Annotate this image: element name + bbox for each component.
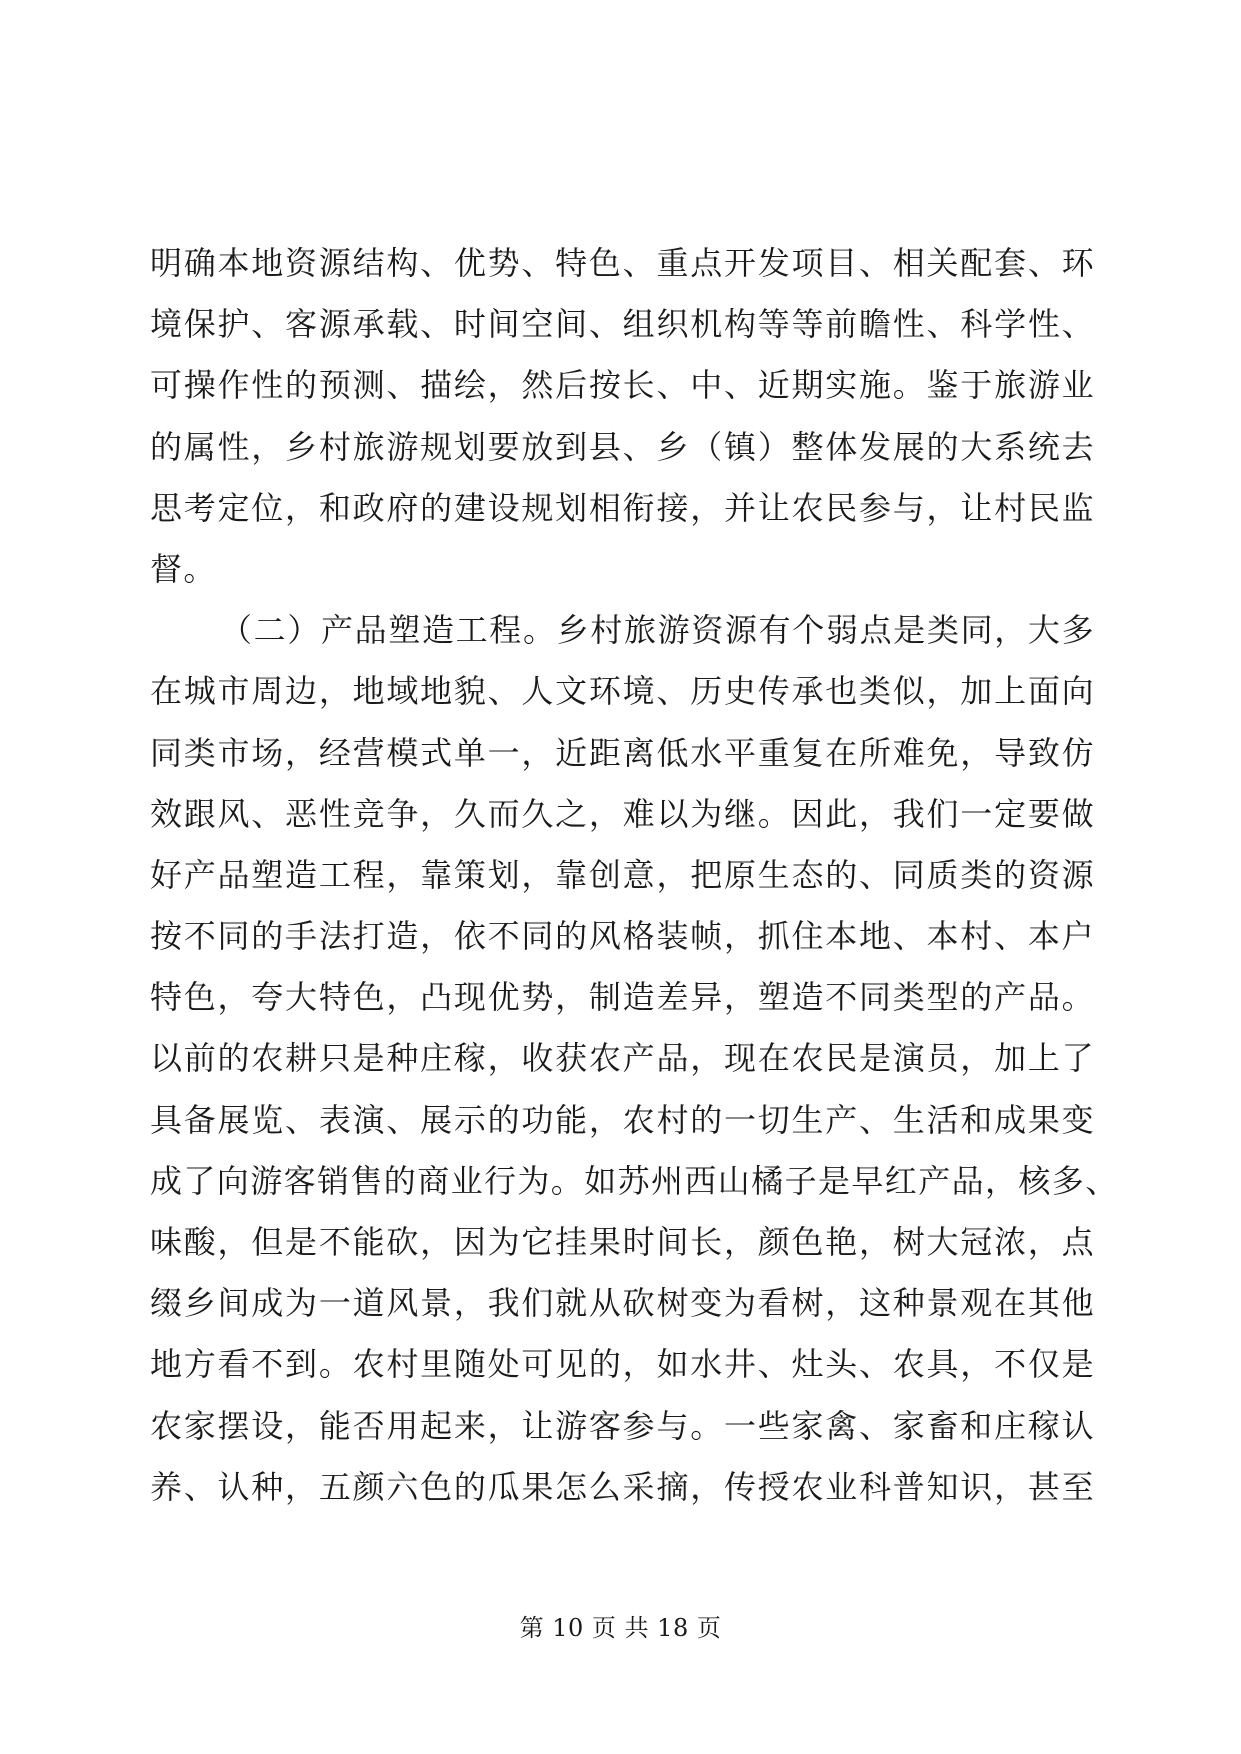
text-line: 境保护、客源承载、时间空间、组织机构等等前瞻性、科学性、 bbox=[150, 305, 1095, 344]
paragraph-1 bbox=[150, 233, 1095, 600]
text-line: 的属性，乡村旅游规划要放到县、乡（镇）整体发展的大系统去 bbox=[150, 427, 1095, 466]
text-line: 思考定位，和政府的建设规划相衔接，并让农民参与，让村民监 bbox=[150, 488, 1095, 527]
text-line: 同类市场，经营模式单一，近距离低水平重复在所难免，导致仿 bbox=[150, 733, 1095, 772]
text-line: （二）产品塑造工程。乡村旅游资源有个弱点是类同，大多 bbox=[220, 611, 1095, 650]
text-line: 味酸，但是不能砍，因为它挂果时间长，颜色艳，树大冠浓，点 bbox=[150, 1223, 1095, 1261]
paragraph-2 bbox=[150, 600, 1119, 1518]
text-line: 养、认种，五颜六色的瓜果怎么采摘，传授农业科普知识，甚至 bbox=[150, 1467, 1095, 1506]
text-line: 可操作性的预测、描绘，然后按长、中、近期实施。鉴于旅游业 bbox=[150, 366, 1095, 405]
page-number-footer: 第 10 页 共 18 页 bbox=[519, 1614, 722, 1642]
text-line: 地方看不到。农村里随处可见的，如水井、灶头、农具，不仅是 bbox=[150, 1345, 1095, 1384]
text-line: 成了向游客销售的商业行为。如苏州西山橘子是早红产品，核多、 bbox=[150, 1161, 1119, 1200]
text-line: 按不同的手法打造，依不同的风格装帧，抓住本地、本村、本户 bbox=[150, 917, 1095, 956]
text-line: 具备展览、表演、展示的功能，农村的一切生产、生活和成果变 bbox=[150, 1100, 1095, 1139]
text-line: 缀乡间成为一道风景，我们就从砍树变为看树，这种景观在其他 bbox=[150, 1284, 1095, 1323]
text-line: 以前的农耕只是种庄稼，收获农产品，现在农民是演员，加上了 bbox=[150, 1039, 1095, 1078]
text-line: 特色，夸大特色，凸现优势，制造差异，塑造不同类型的产品。 bbox=[150, 978, 1095, 1017]
body-text bbox=[150, 233, 1119, 1518]
text-line: 农家摆设，能否用起来，让游客参与。一些家禽、家畜和庄稼认 bbox=[150, 1406, 1095, 1445]
text-line: 好产品塑造工程，靠策划，靠创意，把原生态的、同质类的资源 bbox=[150, 855, 1095, 894]
text-line: 效跟风、恶性竞争，久而久之，难以为继。因此，我们一定要做 bbox=[150, 794, 1095, 833]
text-line: 明确本地资源结构、优势、特色、重点开发项目、相关配套、环 bbox=[150, 244, 1095, 282]
text-line: 督。 bbox=[150, 549, 217, 588]
text-line: 在城市周边，地域地貌、人文环境、历史传承也类似，加上面向 bbox=[150, 672, 1095, 711]
